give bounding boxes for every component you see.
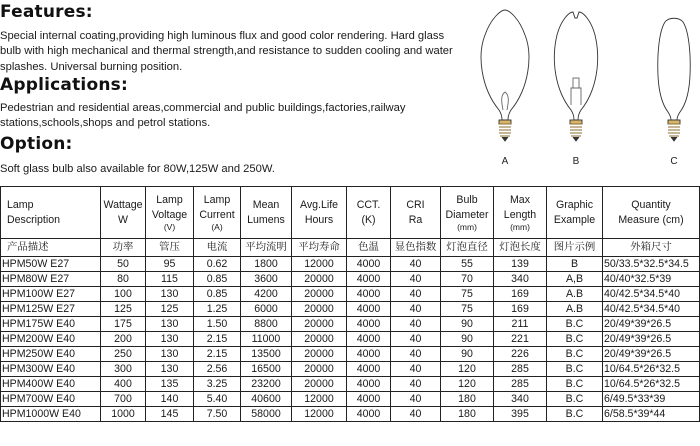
cn-header-cell: 管压 bbox=[146, 239, 194, 257]
table-cell: HPM300W E40 bbox=[1, 362, 101, 377]
table-cell: 50/33.5*32.5*34.5 bbox=[603, 257, 700, 272]
table-cell: 1.50 bbox=[194, 317, 241, 332]
table-cell: 6/58.5*39*44 bbox=[603, 407, 700, 422]
features-heading: Features: bbox=[0, 2, 93, 22]
table-cell: 40/42.5*34.5*40 bbox=[603, 302, 700, 317]
table-cell: B.C bbox=[547, 392, 603, 407]
table-cell: B.C bbox=[547, 407, 603, 422]
table-cell: 1000 bbox=[101, 407, 146, 422]
table-cell: 40 bbox=[391, 272, 441, 287]
table-cell: 70 bbox=[441, 272, 494, 287]
table-cell: 100 bbox=[101, 287, 146, 302]
table-cell: 250 bbox=[101, 347, 146, 362]
table-cell: 40 bbox=[391, 362, 441, 377]
table-row bbox=[1, 377, 700, 392]
header-graphic-example: Graphic Example bbox=[547, 187, 603, 239]
table-cell: 300 bbox=[101, 362, 146, 377]
table-cell: B bbox=[547, 257, 603, 272]
table-cell: 4000 bbox=[347, 407, 391, 422]
cn-header-cell: 平均流明 bbox=[241, 239, 292, 257]
table-cell: HPM400W E40 bbox=[1, 377, 101, 392]
table-cell: 40/42.5*34.5*40 bbox=[603, 287, 700, 302]
table-cell: 395 bbox=[494, 407, 547, 422]
table-cell: 340 bbox=[494, 272, 547, 287]
table-row bbox=[1, 287, 700, 302]
table-cell: 175 bbox=[101, 317, 146, 332]
table-row bbox=[1, 332, 700, 347]
table-cell: 4000 bbox=[347, 287, 391, 302]
table-row bbox=[1, 272, 700, 287]
table-cell: 3600 bbox=[241, 272, 292, 287]
cn-header-cell: 灯泡直径 bbox=[441, 239, 494, 257]
table-cell: 0.85 bbox=[194, 272, 241, 287]
table-cell: 80 bbox=[101, 272, 146, 287]
table-cell: 130 bbox=[146, 362, 194, 377]
table-cell: 340 bbox=[494, 392, 547, 407]
cn-header-cell: 产品描述 bbox=[1, 239, 101, 257]
table-cell: 221 bbox=[494, 332, 547, 347]
table-cell: 20000 bbox=[292, 377, 347, 392]
table-cell: 1800 bbox=[241, 257, 292, 272]
table-cell: 20000 bbox=[292, 272, 347, 287]
table-cell: 5.40 bbox=[194, 392, 241, 407]
table-cell: 20/49*39*26.5 bbox=[603, 317, 700, 332]
table-row bbox=[1, 362, 700, 377]
bulb-label-b: B bbox=[572, 156, 580, 167]
table-row bbox=[1, 317, 700, 332]
table-cell: 169 bbox=[494, 287, 547, 302]
table-cell: B.C bbox=[547, 377, 603, 392]
table-cell: 169 bbox=[494, 302, 547, 317]
table-cell: 130 bbox=[146, 287, 194, 302]
table-cell: 125 bbox=[146, 302, 194, 317]
table-cell: 4000 bbox=[347, 377, 391, 392]
header-bulb-diameter: Bulb Diameter (mm) bbox=[441, 187, 494, 239]
table-cell: HPM200W E40 bbox=[1, 332, 101, 347]
table-cell: 40 bbox=[391, 257, 441, 272]
table-cell: 23200 bbox=[241, 377, 292, 392]
table-cell: 12000 bbox=[292, 392, 347, 407]
table-cell: 4000 bbox=[347, 257, 391, 272]
table-cell: 50 bbox=[101, 257, 146, 272]
table-cell: 2.56 bbox=[194, 362, 241, 377]
applications-text: Pedestrian and residential areas,commercial and public buildings,factories,railway stations,schools,shops and petrol stations. bbox=[0, 102, 406, 130]
header-lamp-current: Lamp Current (A) bbox=[194, 187, 241, 239]
table-cell: 125 bbox=[101, 302, 146, 317]
header-avg-life: Avg.Life Hours bbox=[292, 187, 347, 239]
table-cell: 12000 bbox=[292, 257, 347, 272]
table-cell: HPM250W E40 bbox=[1, 347, 101, 362]
table-cell: A.B bbox=[547, 287, 603, 302]
applications-heading: Applications: bbox=[0, 75, 128, 95]
table-cell: 10/64.5*26*32.5 bbox=[603, 377, 700, 392]
bulb-b-illustration bbox=[554, 12, 597, 141]
table-cell: 12000 bbox=[292, 407, 347, 422]
cn-header-cell: 功率 bbox=[101, 239, 146, 257]
table-cell: 3.25 bbox=[194, 377, 241, 392]
table-cell: B.C bbox=[547, 362, 603, 377]
table-cell: B.C bbox=[547, 347, 603, 362]
table-cell: 130 bbox=[146, 332, 194, 347]
table-cell: 2.15 bbox=[194, 332, 241, 347]
table-cell: 40/40*32.5*39 bbox=[603, 272, 700, 287]
table-cell: 75 bbox=[441, 302, 494, 317]
table-cell: 4000 bbox=[347, 272, 391, 287]
table-cell: 90 bbox=[441, 347, 494, 362]
table-chinese-header-row bbox=[1, 239, 700, 257]
table-cell: 180 bbox=[441, 407, 494, 422]
cn-header-cell: 外箱尺寸 bbox=[603, 239, 700, 257]
table-cell: 120 bbox=[441, 362, 494, 377]
table-cell: HPM175W E40 bbox=[1, 317, 101, 332]
table-cell: 75 bbox=[441, 287, 494, 302]
table-data-rows bbox=[1, 257, 700, 422]
bulb-a-illustration bbox=[481, 10, 529, 141]
features-text: Special internal coating,providing high luminous flux and good color rendering. Hard glass bulb with high mechanical and thermal strength,and resistance to sudden cooling and water splashes. Universal burning position. bbox=[0, 30, 453, 73]
cn-header-cell: 电流 bbox=[194, 239, 241, 257]
bulb-label-a: A bbox=[501, 156, 509, 167]
table-row bbox=[1, 392, 700, 407]
table-cell: 20000 bbox=[292, 332, 347, 347]
header-mean-lumens: Mean Lumens bbox=[241, 187, 292, 239]
table-cell: 40 bbox=[391, 347, 441, 362]
bulb-c-illustration bbox=[658, 18, 690, 141]
table-cell: HPM700W E40 bbox=[1, 392, 101, 407]
header-lamp-voltage: Lamp Voltage (V) bbox=[146, 187, 194, 239]
table-cell: 20000 bbox=[292, 362, 347, 377]
table-cell: 140 bbox=[146, 392, 194, 407]
table-cell: 700 bbox=[101, 392, 146, 407]
header-max-length: Max Length (mm) bbox=[494, 187, 547, 239]
table-cell: 4000 bbox=[347, 332, 391, 347]
table-cell: 90 bbox=[441, 317, 494, 332]
table-cell: 226 bbox=[494, 347, 547, 362]
table-cell: A.B bbox=[547, 302, 603, 317]
table-cell: A,B bbox=[547, 272, 603, 287]
table-cell: 4000 bbox=[347, 347, 391, 362]
table-cell: 211 bbox=[494, 317, 547, 332]
table-cell: 95 bbox=[146, 257, 194, 272]
table-cell: 40 bbox=[391, 287, 441, 302]
table-cell: 4000 bbox=[347, 302, 391, 317]
table-cell: 2.15 bbox=[194, 347, 241, 362]
table-cell: 7.50 bbox=[194, 407, 241, 422]
table-cell: 40 bbox=[391, 302, 441, 317]
bulb-label-c: C bbox=[670, 156, 678, 167]
table-cell: 0.62 bbox=[194, 257, 241, 272]
table-cell: 13500 bbox=[241, 347, 292, 362]
header-quantity-measure: Quantity Measure (cm) bbox=[603, 187, 700, 239]
table-cell: HPM50W E27 bbox=[1, 257, 101, 272]
table-cell: 120 bbox=[441, 377, 494, 392]
table-cell: 20/49*39*26.5 bbox=[603, 332, 700, 347]
header-lamp-description: Lamp Description bbox=[1, 187, 101, 239]
table-cell: 6/49.5*33*39 bbox=[603, 392, 700, 407]
cn-header-cell: 图片示例 bbox=[547, 239, 603, 257]
table-cell: 200 bbox=[101, 332, 146, 347]
table-header-row bbox=[1, 187, 700, 239]
table-cell: 40 bbox=[391, 392, 441, 407]
table-cell: 285 bbox=[494, 362, 547, 377]
table-cell: 285 bbox=[494, 377, 547, 392]
table-cell: 180 bbox=[441, 392, 494, 407]
cn-header-cell: 色温 bbox=[347, 239, 391, 257]
table-cell: 4000 bbox=[347, 392, 391, 407]
cn-header-cell: 灯泡长度 bbox=[494, 239, 547, 257]
cn-header-cell: 平均寿命 bbox=[292, 239, 347, 257]
table-cell: 20000 bbox=[292, 302, 347, 317]
table-cell: B.C bbox=[547, 332, 603, 347]
table-cell: 400 bbox=[101, 377, 146, 392]
table-cell: 16500 bbox=[241, 362, 292, 377]
table-cell: 6000 bbox=[241, 302, 292, 317]
table-cell: 4200 bbox=[241, 287, 292, 302]
table-cell: 135 bbox=[146, 377, 194, 392]
table-row bbox=[1, 407, 700, 422]
table-cell: HPM100W E27 bbox=[1, 287, 101, 302]
table-cell: 40 bbox=[391, 317, 441, 332]
table-cell: 11000 bbox=[241, 332, 292, 347]
bulb-drawings bbox=[475, 0, 700, 175]
header-wattage: Wattage W bbox=[101, 187, 146, 239]
option-heading: Option: bbox=[0, 134, 73, 154]
table-cell: B.C bbox=[547, 317, 603, 332]
table-cell: 58000 bbox=[241, 407, 292, 422]
table-row bbox=[1, 257, 700, 272]
table-cell: 1.25 bbox=[194, 302, 241, 317]
table-cell: 90 bbox=[441, 332, 494, 347]
table-cell: 20000 bbox=[292, 317, 347, 332]
table-cell: 139 bbox=[494, 257, 547, 272]
table-cell: 4000 bbox=[347, 362, 391, 377]
table-cell: HPM1000W E40 bbox=[1, 407, 101, 422]
cn-header-cell: 显色指数 bbox=[391, 239, 441, 257]
table-cell: 20000 bbox=[292, 347, 347, 362]
table-row bbox=[1, 302, 700, 317]
table-row bbox=[1, 347, 700, 362]
table-cell: 20/49*39*26.5 bbox=[603, 347, 700, 362]
table-cell: 40 bbox=[391, 332, 441, 347]
table-cell: 145 bbox=[146, 407, 194, 422]
table-cell: 4000 bbox=[347, 317, 391, 332]
table-cell: 20000 bbox=[292, 287, 347, 302]
table-cell: HPM125W E27 bbox=[1, 302, 101, 317]
table-cell: 40 bbox=[391, 407, 441, 422]
table-cell: 0.85 bbox=[194, 287, 241, 302]
table-cell: 130 bbox=[146, 347, 194, 362]
option-text: Soft glass bulb also available for 80W,125W and 250W. bbox=[0, 163, 275, 175]
header-cct: CCT. (K) bbox=[347, 187, 391, 239]
header-cri: CRI Ra bbox=[391, 187, 441, 239]
table-cell: 115 bbox=[146, 272, 194, 287]
bulb-illustrations bbox=[475, 0, 700, 175]
table-cell: 55 bbox=[441, 257, 494, 272]
table-cell: 40600 bbox=[241, 392, 292, 407]
table-cell: HPM80W E27 bbox=[1, 272, 101, 287]
table-cell: 10/64.5*26*32.5 bbox=[603, 362, 700, 377]
specification-table bbox=[0, 186, 700, 422]
table-cell: 130 bbox=[146, 317, 194, 332]
table-cell: 40 bbox=[391, 377, 441, 392]
table-cell: 8800 bbox=[241, 317, 292, 332]
